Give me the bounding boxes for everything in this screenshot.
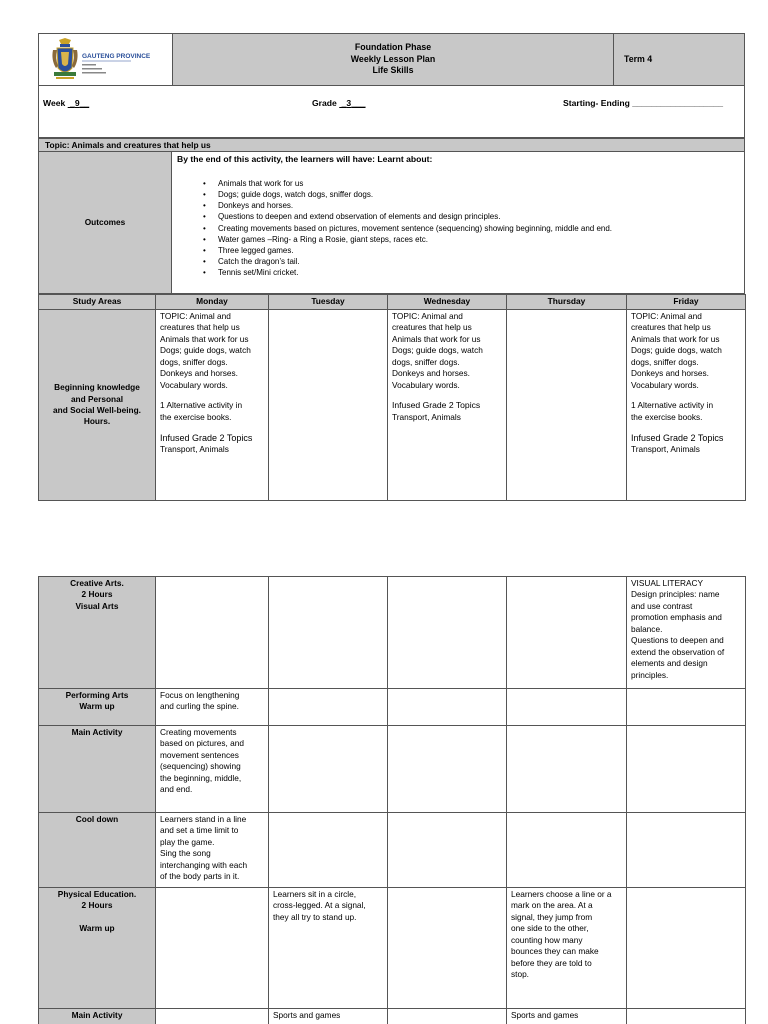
beginning-knowledge-row: [39, 310, 746, 501]
outcome-item: • Tennis set/Mini cricket.: [203, 267, 744, 278]
cool-down-wednesday: [388, 813, 507, 888]
main-activity-arts-row: [39, 726, 746, 813]
logo-text: [82, 53, 151, 60]
performing-arts-wednesday: [388, 689, 507, 726]
col-thursday: Thursday: [507, 295, 627, 310]
creative-arts-tuesday: [269, 577, 388, 689]
starting-ending-field: [563, 98, 723, 110]
starting-ending-label: Starting- Ending: [563, 98, 630, 108]
creative-arts-thursday: [507, 577, 627, 689]
outcome-item: • Donkeys and horses.: [203, 200, 744, 211]
performing-arts-monday: Focus on lengthening and curling the spine.: [156, 689, 269, 726]
beginning-knowledge-label: Beginning knowledge and Personal and Social Well-being. Hours.: [39, 310, 156, 501]
physical-education-label: Physical Education. 2 Hours Warm up: [39, 888, 156, 1009]
creative-arts-monday: [156, 577, 269, 689]
main-activity-arts-friday: [627, 726, 746, 813]
outcomes-label: Outcomes: [38, 152, 172, 294]
outcome-item: • Catch the dragon’s tail.: [203, 256, 744, 267]
grade-label: Grade: [312, 98, 337, 108]
main-activity-pe-tuesday: Sports and games: [269, 1009, 388, 1024]
grade-value: _3___: [339, 98, 366, 108]
title-line-2: Weekly Lesson Plan: [350, 53, 436, 64]
main-activity-pe-monday: [156, 1009, 269, 1024]
creative-arts-wednesday: [388, 577, 507, 689]
grade-field: [312, 98, 366, 110]
main-activity-arts-wednesday: [388, 726, 507, 813]
physical-education-wednesday: [388, 888, 507, 1009]
cool-down-friday: [627, 813, 746, 888]
main-activity-pe-wednesday: [388, 1009, 507, 1024]
outcome-item: • Water games –Ring- a Ring a Rosie, giant steps, races etc.: [203, 234, 744, 245]
performing-arts-friday: [627, 689, 746, 726]
main-activity-arts-thursday: [507, 726, 627, 813]
main-activity-arts-label: Main Activity: [39, 726, 156, 813]
beginning-knowledge-monday: TOPIC: Animal and creatures that help us Animals that work for us Dogs; guide dogs, watch dogs, sniffer dogs. Donkeys and horses. Vocabulary words. 1 Alternative activity in the exercise books. Infused Grade 2 Topics Transport, Animals: [156, 310, 269, 501]
beginning-knowledge-tuesday: [269, 310, 388, 501]
outcome-item: • Three legged games.: [203, 245, 744, 256]
main-activity-pe-thursday: Sports and games: [507, 1009, 627, 1024]
main-activity-arts-tuesday: [269, 726, 388, 813]
physical-education-monday: [156, 888, 269, 1009]
meta-row: [38, 86, 745, 138]
outcome-item: • Animals that work for us: [203, 178, 744, 189]
title-line-3: Life Skills: [372, 65, 414, 76]
starting-ending-value: ___________________: [632, 98, 724, 108]
col-study-areas: Study Areas: [39, 295, 156, 310]
weekly-plan-table-1: [38, 294, 746, 501]
title-line-1: Foundation Phase: [354, 42, 432, 53]
beginning-knowledge-friday: TOPIC: Animal and creatures that help us Animals that work for us Dogs; guide dogs, watch dogs, sniffer dogs. Donkeys and horses. Vocabulary words. 1 Alternative activity in the exercise books. Infused Grade 2 Topics Transport, Animals: [627, 310, 746, 501]
performing-arts-label: Performing Arts Warm up: [39, 689, 156, 726]
week-field: [43, 98, 89, 110]
svg-text:GAUTENG PROVINCE: GAUTENG PROVINCE: [82, 53, 151, 60]
physical-education-friday: [627, 888, 746, 1009]
term-label: Term 4: [614, 34, 744, 85]
performing-arts-thursday: [507, 689, 627, 726]
week-value: _9__: [67, 98, 90, 108]
lesson-plan-header: [38, 33, 745, 86]
outcome-item: • Dogs; guide dogs, watch dogs, sniffer dogs.: [203, 189, 744, 200]
performing-arts-tuesday: [269, 689, 388, 726]
creative-arts-label: Creative Arts. 2 Hours Visual Arts: [39, 577, 156, 689]
creative-arts-friday: VISUAL LITERACY Design principles: name and use contrast promotion emphasis and balance. Questions to deepen and extend the observation of elements and design principles.: [627, 577, 746, 689]
beginning-knowledge-thursday: [507, 310, 627, 501]
outcome-item: • Questions to deepen and extend observation of elements and design principles.: [203, 211, 744, 222]
main-activity-pe-friday: [627, 1009, 746, 1024]
document-title: [173, 34, 614, 85]
logo-cell: [39, 34, 173, 85]
main-activity-pe-label: Main Activity: [39, 1009, 156, 1024]
col-wednesday: Wednesday: [388, 295, 507, 310]
outcome-item: • Creating movements based on pictures, movement sentence (sequencing) showing beginning, middle and end.: [203, 223, 744, 234]
cool-down-monday: Learners stand in a line and set a time limit to play the game. Sing the song interchanging with each of the body parts in it.: [156, 813, 269, 888]
days-header-row: [39, 295, 746, 310]
beginning-knowledge-wednesday: TOPIC: Animal and creatures that help us Animals that work for us Dogs; guide dogs, watch dogs, sniffer dogs. Donkeys and horses. Vocabulary words. Infused Grade 2 Topics Transport, Animals: [388, 310, 507, 501]
cool-down-label: Cool down: [39, 813, 156, 888]
week-label: Week: [43, 98, 66, 108]
topic-row: Topic: Animals and creatures that help us: [38, 138, 745, 152]
main-activity-arts-monday: Creating movements based on pictures, and movement sentences (sequencing) showing the beginning, middle, and end.: [156, 726, 269, 813]
cool-down-thursday: [507, 813, 627, 888]
outcomes-body: [172, 152, 745, 294]
col-tuesday: Tuesday: [269, 295, 388, 310]
col-monday: Monday: [156, 295, 269, 310]
physical-education-row: [39, 888, 746, 1009]
performing-arts-row: [39, 689, 746, 726]
col-friday: Friday: [627, 295, 746, 310]
weekly-plan-table-2: [38, 576, 746, 1024]
physical-education-thursday: Learners choose a line or a mark on the area. At a signal, they jump from one side to the other, counting how many bounces they can make before they are told to stop.: [507, 888, 627, 1009]
outcomes-list: [177, 178, 744, 279]
gauteng-province-logo: [39, 34, 173, 85]
physical-education-tuesday: Learners sit in a circle, cross-legged. At a signal, they all try to stand up.: [269, 888, 388, 1009]
main-activity-pe-row: [39, 1009, 746, 1024]
cool-down-tuesday: [269, 813, 388, 888]
cool-down-row: [39, 813, 746, 888]
creative-arts-row: [39, 577, 746, 689]
outcomes-lead: By the end of this activity, the learners will have: Learnt about:: [177, 154, 433, 164]
